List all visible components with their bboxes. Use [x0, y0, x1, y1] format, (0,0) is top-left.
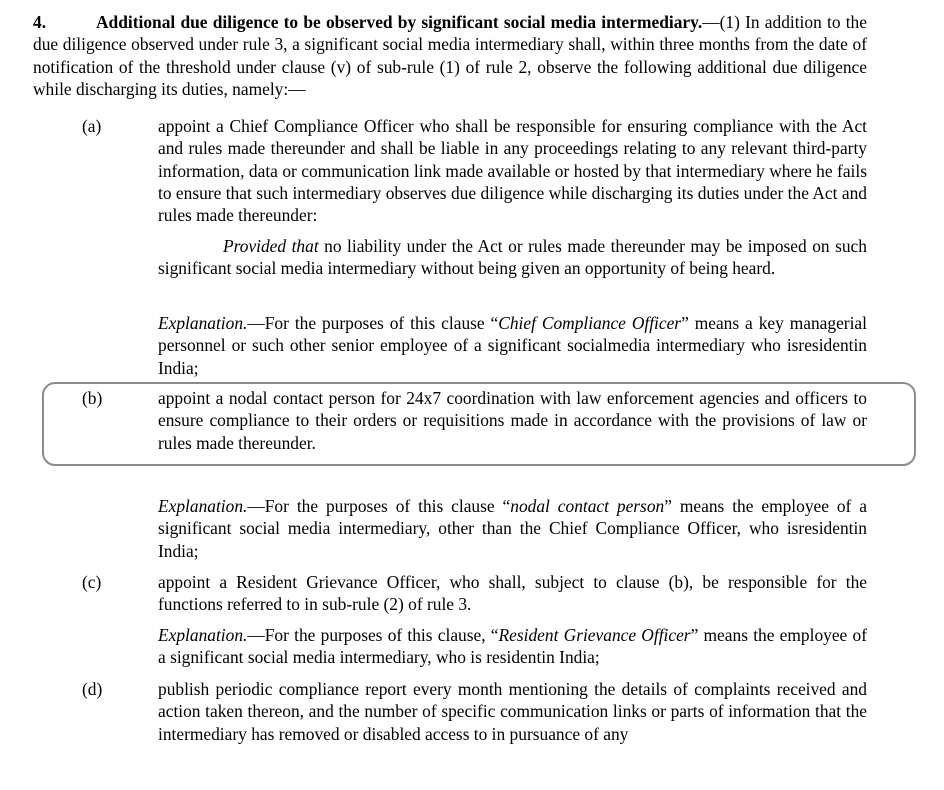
- clause-c-explanation: [158, 624, 867, 669]
- clause-c-label: (c): [82, 572, 102, 592]
- explanation-term: Chief Compliance Officer: [498, 313, 682, 333]
- clause-a-text: appoint a Chief Compliance Officer who shall be responsible for ensuring compliance with the Act and rules made thereunder and shall be liable in any proceedings relating to any relevant third-party information, data or communication link made available or hosted by that intermediary where he fails to ensure that such intermediary observes due diligence while discharging its duties under the Act and rules made thereunder:: [158, 116, 867, 226]
- explanation-term: nodal contact person: [510, 496, 665, 516]
- clause-a-explanation: [158, 312, 867, 379]
- proviso-italic: Provided that: [223, 236, 319, 256]
- rule-4-intro: [33, 11, 867, 100]
- explanation-label: Explanation.: [158, 625, 248, 645]
- rule-intro-text: —(1) In addition to the due diligence observed under rule 3, a significant social media intermediary shall, within three months from the date of notification of the threshold under clause (v) of sub-rule (1) of rule 2, observe the following additional due diligence while discharging its duties, namely:—: [33, 12, 867, 99]
- clause-a-label: (a): [82, 116, 102, 136]
- explanation-post: ” means the employee of a significant social media intermediary, who is residentin India;: [158, 625, 868, 668]
- clause-a-proviso: [158, 235, 867, 280]
- clause-d-text: publish periodic compliance report every month mentioning the details of complaints received and action taken thereon, and the number of specific communication links or parts of information that the intermediary has removed or disabled access to in pursuance of any: [158, 679, 867, 744]
- clause-b-label: (b): [82, 388, 103, 408]
- clause-b-text: appoint a nodal contact person for 24x7 coordination with law enforcement agencies and officers to ensure compliance to their orders or requisitions made in accordance with the provisions of law or rules made thereunder.: [158, 388, 867, 453]
- proviso-text: no liability under the Act or rules made thereunder may be imposed on such significant social media intermediary without being given an opportunity of being heard.: [158, 236, 867, 279]
- explanation-post: ” means a key managerial personnel or such other senior employee of a significant socialmedia intermediary who isresidentin India;: [158, 313, 867, 378]
- clause-d-label: (d): [82, 679, 103, 699]
- explanation-label: Explanation.: [158, 313, 248, 333]
- rule-heading: Additional due diligence to be observed by significant social media intermediary.: [96, 12, 703, 32]
- clause-b-explanation: [158, 495, 867, 562]
- explanation-pre: —For the purposes of this clause “: [247, 313, 499, 333]
- explanation-post: ” means the employee of a significant social media intermediary, other than the Chief Compliance Officer, who isresidentin India;: [158, 496, 867, 561]
- clause-c-text: appoint a Resident Grievance Officer, who shall, subject to clause (b), be responsible for the functions referred to in sub-rule (2) of rule 3.: [158, 572, 867, 615]
- explanation-pre: —For the purposes of this clause, “: [247, 625, 499, 645]
- rule-number: 4.: [33, 12, 47, 32]
- explanation-term: Resident Grievance Officer: [498, 625, 691, 645]
- explanation-pre: —For the purposes of this clause “: [247, 496, 511, 516]
- explanation-label: Explanation.: [158, 496, 248, 516]
